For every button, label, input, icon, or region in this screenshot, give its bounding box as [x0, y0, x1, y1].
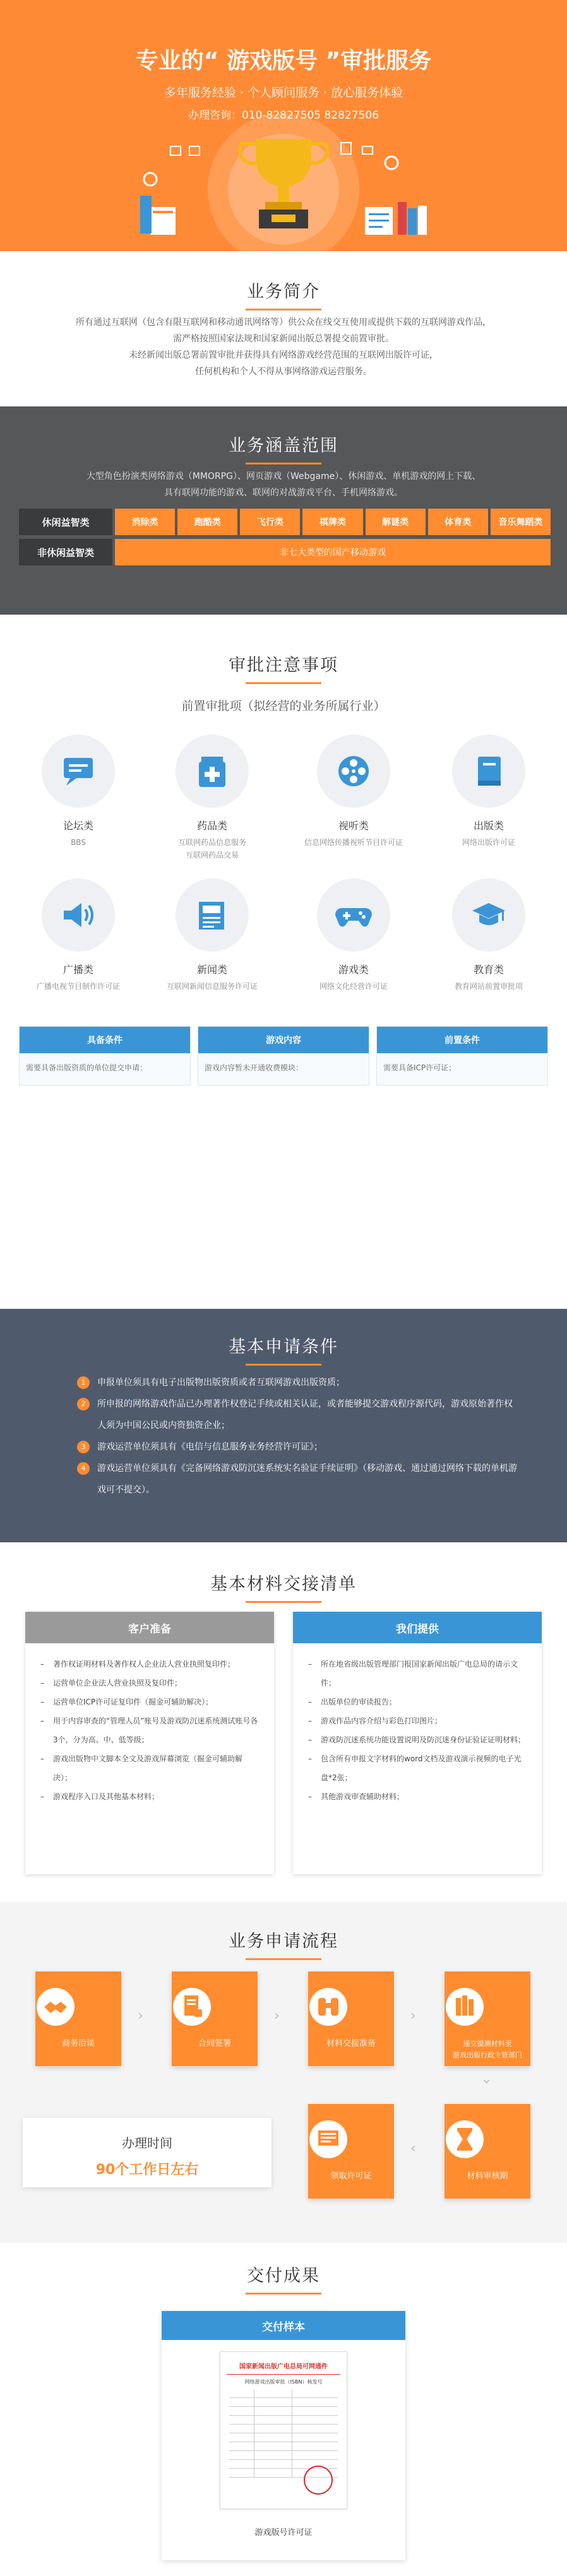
license-item-forum	[15, 735, 141, 849]
process-step	[445, 1971, 530, 2066]
category-row-casual	[19, 509, 551, 535]
document-row	[229, 2425, 338, 2433]
category-cell-wide: 非七大类型的国产移动游戏	[115, 539, 551, 565]
document-row	[229, 2398, 338, 2407]
license-item-game	[290, 878, 417, 993]
material-text: 出版单位的审读报告；	[321, 1698, 397, 1706]
license-item-desc: 网络出版许可证	[462, 838, 515, 847]
delivery-section	[0, 2243, 567, 2576]
official-seal	[304, 2466, 333, 2495]
process-step-label: 材料交接准备	[326, 2039, 376, 2048]
license-item-name: 药品类	[196, 820, 227, 832]
intro-line: 所有通过互联网（包含有限互联网和移动通讯网络等）供公众在线交互使用或提供下载的互联网游戏作品，	[76, 317, 491, 328]
chevron-right-icon: ›	[138, 2008, 143, 2024]
category-cell: 音乐舞蹈类	[491, 509, 551, 535]
scope-title: 业务涵盖范围	[229, 436, 338, 456]
chevron-right-icon: ›	[274, 2008, 280, 2024]
material-text: 著作权证明材料及著作权人企业法人营业执照复印件；	[53, 1660, 236, 1669]
document-row	[229, 2442, 338, 2451]
delivery-sample-head: 交付样本	[162, 2311, 405, 2340]
license-item-name: 视听类	[338, 820, 369, 832]
title-underline	[246, 2293, 321, 2295]
hero-hotline: 办理咨询：010-82827505 82827506	[188, 109, 379, 122]
license-item-name: 游戏类	[338, 964, 369, 976]
condition-body: 需要具备出版资质的单位提交申请：	[26, 1063, 148, 1072]
title-underline	[246, 463, 321, 464]
document-divider	[227, 2374, 340, 2375]
book-icon	[469, 752, 508, 791]
material-text: 游戏出版物中文脚本全文及游戏屏幕浏览（掘金可辅助解决）；	[53, 1754, 243, 1782]
document-row	[229, 2389, 338, 2398]
hero-illustration	[0, 0, 567, 251]
intro-line: 未经新闻出版总署前置审批并获得具有网络游戏经营范围的互联网出版许可证，	[129, 350, 438, 360]
condition-box	[376, 1026, 548, 1085]
basic-condition-item	[77, 1458, 519, 1501]
license-item-desc: BBS	[71, 838, 86, 847]
gamepad-icon	[334, 895, 373, 935]
graduation-cap-icon	[469, 895, 508, 935]
process-step	[308, 2104, 394, 2199]
title-underline	[246, 682, 321, 684]
document-row	[229, 2433, 338, 2442]
material-text: 运营单位企业法人营业执照及复印件；	[53, 1679, 182, 1687]
provided-materials-head: 我们提供	[293, 1612, 542, 1643]
material-item: – 游戏程序入口及其他基本材料；	[40, 1787, 259, 1806]
client-materials-card	[25, 1612, 274, 1874]
basic-condition-item	[77, 1436, 519, 1458]
material-item: – 游戏作品内容介绍与彩色打印图片；	[308, 1711, 527, 1730]
basic-conditions-list	[77, 1372, 519, 1501]
processing-time-value: 90个工作日左右	[95, 2162, 199, 2178]
material-item: – 用于内容审查的“管理人员”账号及游戏防沉迷系统测试账号各3个，分为高、中、低等级；	[40, 1711, 259, 1749]
basic-title: 基本申请条件	[229, 1337, 338, 1357]
license-item-name: 新闻类	[196, 964, 227, 976]
condition-head: 前置条件	[377, 1027, 547, 1053]
process-step	[308, 1971, 394, 2066]
document-subtitle: 网络游戏出版审批（ISBN）核发号	[244, 2379, 323, 2385]
title-underline	[246, 1601, 321, 1603]
condition-box	[198, 1026, 369, 1085]
category-row-noncasual	[19, 539, 551, 565]
basic-condition-item	[77, 1372, 519, 1393]
license-item-desc: 互联网新闻信息服务许可证	[166, 982, 258, 991]
license-item-desc: 信息网络传播视听节目许可证	[304, 838, 403, 847]
material-text: 用于内容审查的“管理人员”账号及游戏防沉迷系统测试账号各3个，分为高、中、低等级；	[53, 1716, 258, 1744]
material-text: 游戏作品内容介绍与彩色打印图片；	[321, 1716, 443, 1725]
material-text: 游戏程序入口及其他基本材料；	[53, 1792, 160, 1801]
materials-section	[0, 1542, 567, 1902]
notes-subtitle: 前置审批项（拟经营的业务所属行业）	[181, 699, 386, 713]
item-number: 2	[77, 1398, 90, 1410]
basic-condition-text: 游戏运营单位须具有《完备网络游戏防沉迷系统实名验证手续证明》（移动游戏、通过通过网络下载的单机游戏可不提交）。	[97, 1463, 517, 1495]
process-step-label: 递交提测材料至 游戏出版行政主管部门	[453, 2040, 522, 2059]
delivery-title: 交付成果	[247, 2266, 320, 2286]
material-text: 包含所有申报文字材料的word文档及游戏演示视频的电子光盘*2张；	[321, 1754, 522, 1782]
provided-materials-card	[293, 1612, 542, 1874]
process-step-label: 领取许可证	[330, 2171, 372, 2181]
material-item: – 包含所有申报文字材料的word文档及游戏演示视频的电子光盘*2张；	[308, 1749, 527, 1787]
license-item-medicine	[149, 735, 275, 861]
certificate-icon	[308, 2119, 349, 2159]
chevron-left-icon: ‹	[410, 2141, 416, 2156]
process-step	[35, 1971, 121, 2066]
hero-title: 专业的“ 游戏版号 ”审批服务	[135, 48, 432, 74]
delivery-caption: 游戏版号许可证	[254, 2528, 313, 2538]
process-step-label: 材料审核期	[467, 2171, 508, 2181]
category-row-label: 休闲益智类	[19, 509, 112, 535]
scope-desc-line: 大型角色扮演类网络游戏（MMORPG）、网页游戏（Webgame）、休闲游戏、单机游戏的网上下载、	[86, 471, 481, 482]
chevron-down-icon: ›	[478, 2079, 494, 2084]
condition-head: 具备条件	[20, 1027, 190, 1053]
medicine-icon	[193, 752, 232, 791]
condition-head: 游戏内容	[198, 1027, 369, 1053]
basic-conditions-section	[0, 1309, 567, 1542]
chat-icon	[59, 752, 98, 791]
processing-time-label: 办理时间	[122, 2136, 172, 2151]
category-cell: 解谜类	[366, 509, 426, 535]
intro-section	[0, 251, 567, 406]
condition-body: 游戏内容暂未开通收费模块：	[205, 1063, 304, 1072]
delivery-sample-card	[162, 2311, 405, 2560]
binoculars-icon	[308, 1987, 349, 2027]
title-underline	[246, 1364, 321, 1366]
process-step-label: 合同签署	[198, 2039, 231, 2048]
title-underline	[246, 309, 321, 310]
material-item: – 其他游戏审查辅助材料；	[308, 1787, 527, 1806]
license-item-name: 出版类	[473, 820, 504, 832]
processing-time-box	[23, 2118, 272, 2187]
chevron-right-icon: ›	[410, 2008, 416, 2024]
client-materials-head: 客户准备	[25, 1612, 274, 1643]
license-item-name: 教育类	[473, 964, 504, 976]
license-item-name: 广播类	[63, 964, 93, 976]
scope-desc-line: 具有联网功能的游戏、联网的对战游戏平台、手机网络游戏。	[164, 488, 403, 498]
license-item-desc: 网络文化经营许可证	[319, 982, 388, 991]
category-row-label: 非休闲益智类	[19, 539, 112, 565]
condition-body: 需要具备ICP许可证；	[383, 1063, 457, 1072]
hero-banner	[0, 0, 567, 251]
newspaper-icon	[193, 895, 232, 935]
scope-section	[0, 406, 567, 615]
film-reel-icon	[334, 752, 373, 791]
process-title: 业务申请流程	[229, 1932, 338, 1951]
license-item-education	[426, 878, 552, 993]
basic-condition-text: 申报单位须具有电子出版物出版资质或者互联网游戏出版资质；	[97, 1378, 345, 1388]
category-cell: 体育类	[428, 509, 488, 535]
hero-slogan: 多年服务经验 · 个人顾问服务 · 放心服务体验	[164, 86, 403, 100]
item-number: 3	[77, 1441, 90, 1453]
material-text: 运营单位ICP许可证复印件（掘金可辅助解决）；	[53, 1698, 213, 1706]
handshake-icon	[35, 1987, 76, 2027]
license-document-image	[220, 2351, 347, 2509]
basic-condition-item	[77, 1393, 519, 1436]
license-item-publish	[426, 735, 552, 849]
item-number: 1	[77, 1376, 90, 1389]
license-item-desc: 互联网药品信息服务 互联网药品交易	[177, 838, 246, 860]
material-text: 其他游戏审查辅助材料；	[321, 1792, 405, 1801]
material-item: – 所在地省级出版管理部门报国家新闻出版广电总局的请示文件；	[308, 1655, 527, 1693]
process-step	[445, 2104, 530, 2199]
license-item-broadcast	[15, 878, 141, 993]
intro-body	[38, 314, 529, 380]
megaphone-icon	[59, 895, 98, 935]
process-step	[172, 1971, 258, 2066]
license-item-av	[290, 735, 417, 849]
material-item: – 游戏出版物中文脚本全文及游戏屏幕浏览（掘金可辅助解决）；	[40, 1749, 259, 1787]
document-row	[229, 2407, 338, 2416]
document-title: 国家新闻出版广电总局可网通件	[239, 2363, 328, 2370]
material-item: – 游戏防沉迷系统功能设置说明及防沉迷身份证验证证明材料；	[308, 1730, 527, 1749]
category-cell: 跑酷类	[177, 509, 237, 535]
title-underline	[246, 1958, 321, 1960]
hourglass-icon	[445, 2119, 485, 2159]
material-item: – 运营单位ICP许可证复印件（掘金可辅助解决）；	[40, 1693, 259, 1711]
materials-title: 基本材料交接清单	[210, 1575, 357, 1594]
material-item: – 著作权证明材料及著作权人企业法人营业执照复印件；	[40, 1655, 259, 1674]
intro-line: 需严格按照国家法规和国家新闻出版总署提交前置审批。	[173, 334, 394, 344]
basic-condition-text: 所申报的网络游戏作品已办理著作权登记手续或相关认证，或者能够提交游戏程序源代码，游戏原始著作权人须为中国公民或内资独资企业；	[97, 1399, 513, 1431]
books-icon	[445, 1987, 485, 2027]
license-item-news	[149, 878, 275, 993]
intro-title: 业务简介	[247, 282, 320, 302]
condition-box	[19, 1026, 191, 1085]
material-text: 游戏防沉迷系统功能设置说明及防沉迷身份证验证证明材料；	[321, 1735, 526, 1744]
category-cell: 飞行类	[240, 509, 300, 535]
contract-icon	[172, 1987, 212, 2027]
notes-section	[0, 615, 567, 1309]
intro-line: 任何机构和个人不得从事网络游戏运营服务。	[195, 367, 372, 377]
process-step-label: 商务洽谈	[61, 2039, 95, 2048]
material-item: – 运营单位企业法人营业执照及复印件；	[40, 1674, 259, 1693]
material-item: – 出版单位的审读报告；	[308, 1693, 527, 1711]
category-cell: 消除类	[115, 509, 175, 535]
material-text: 所在地省级出版管理部门报国家新闻出版广电总局的请示文件；	[321, 1660, 518, 1687]
license-item-desc: 教育网站前置审批项	[454, 982, 523, 991]
item-number: 4	[77, 1462, 90, 1475]
scope-desc	[38, 468, 529, 501]
process-section	[0, 1902, 567, 2243]
license-item-name: 论坛类	[63, 820, 93, 832]
license-item-desc: 广播电视节目制作许可证	[36, 982, 120, 991]
document-row	[229, 2451, 338, 2460]
basic-condition-text: 游戏运营单位须具有《电信与信息服务业务经营许可证》；	[97, 1442, 323, 1452]
category-cell: 棋牌类	[302, 509, 362, 535]
document-row	[229, 2416, 338, 2425]
notes-title: 审批注意事项	[229, 656, 338, 675]
